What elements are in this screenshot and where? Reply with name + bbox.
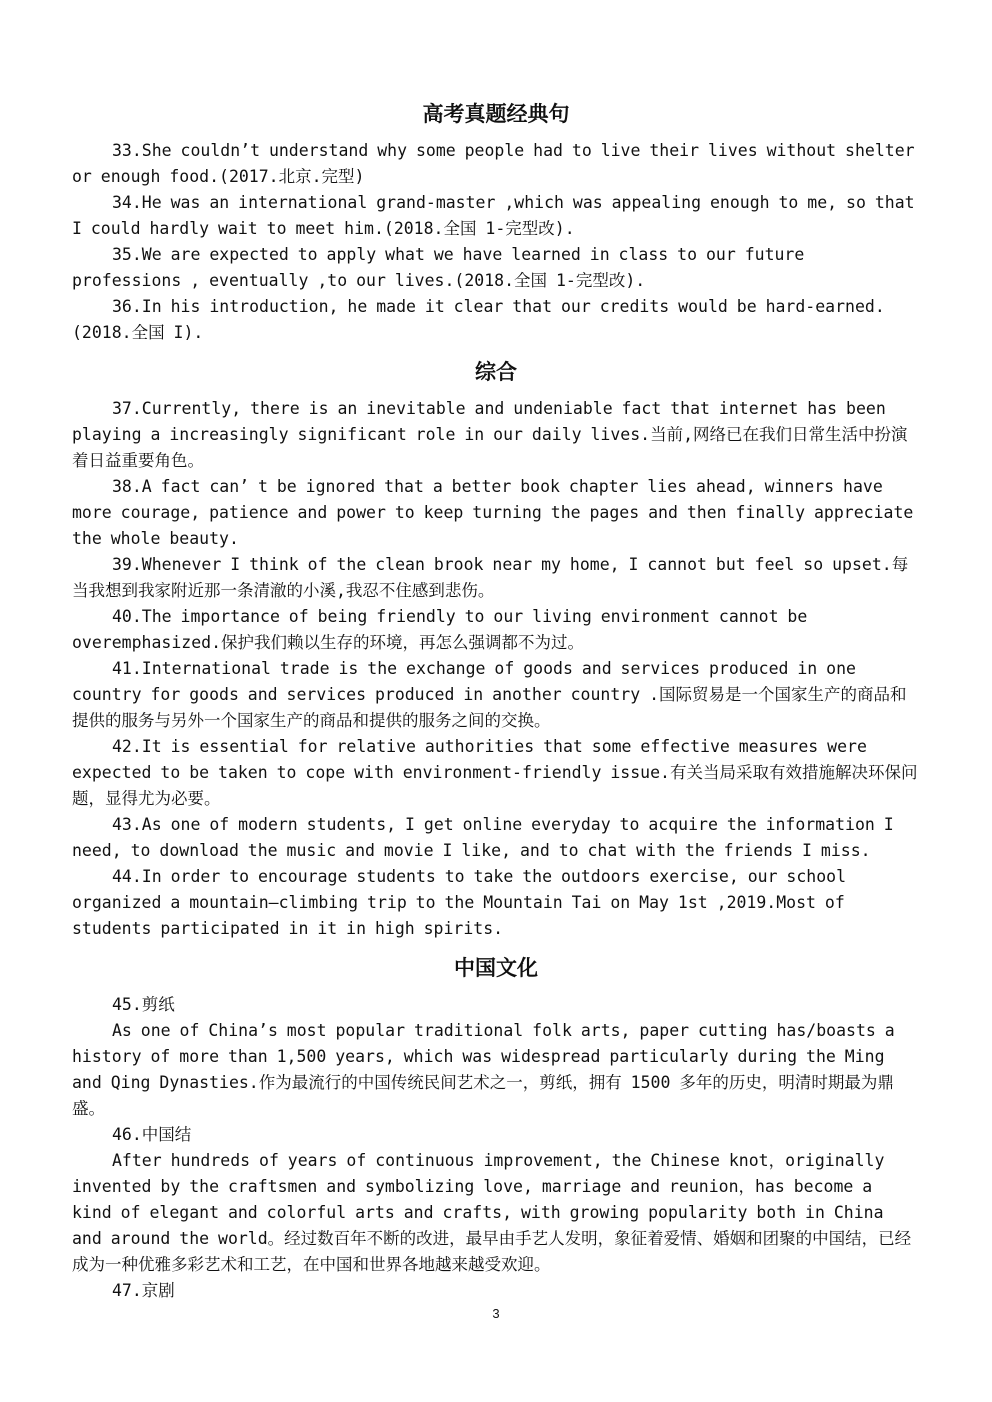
section-heading: 综合	[475, 359, 517, 384]
sentence-paragraph: 41.International trade is the exchange of goods and services produced in one country for goods and services produced in another country .国际贸易是一个国家生产的商品和提供的服务与另外一个国家生产的商品和提供的服务之间的交换。	[72, 659, 907, 730]
item-label: 46.中国结	[112, 1125, 192, 1144]
sentence-paragraph: After hundreds of years of continuous improvement, the Chinese knot，originally invented by the craftsmen and symbolizing love, marriage and reunion，has become a kind of elegant and colorful arts and crafts, with growing popularity both in China and around the world。经过数百年不断的改进，最早由手艺人发明，象征着爱情、婚姻和团聚的中国结，已经成为一种优雅多彩艺术和工艺，在中国和世界各地越来越受欢迎。	[72, 1151, 912, 1274]
sentence-paragraph: 39.Whenever I think of the clean brook near my home, I cannot but feel so upset.每当我想到我家附近那一条清澈的小溪,我忍不住感到悲伤。	[72, 555, 909, 600]
page-content	[72, 88, 920, 1304]
item-label: 45.剪纸	[112, 995, 175, 1014]
sentence-paragraph: 33.She couldn’t understand why some people had to live their lives without shelter or enough food.(2017.北京.完型)	[72, 141, 915, 186]
sentence-paragraph: 38.A fact can’ t be ignored that a better book chapter lies ahead, winners have more courage, patience and power to keep turning the pages and then finally appreciate the whole beauty.	[72, 477, 914, 548]
section-heading: 高考真题经典句	[422, 101, 570, 126]
sentence-paragraph: 44.In order to encourage students to take the outdoors exercise, our school organized a mountain–climbing trip to the Mountain Tai on May 1st ,2019.Most of students participated in it in high spirits.	[72, 867, 847, 938]
sentence-paragraph: 35.We are expected to apply what we have learned in class to our future professions , eventually ,to our lives.(2018.全国 1-完型改).	[72, 245, 805, 290]
section-heading: 中国文化	[454, 955, 538, 980]
sentence-paragraph: 37.Currently, there is an inevitable and undeniable fact that internet has been playing a increasingly significant role in our daily lives.当前,网络已在我们日常生活中扮演着日益重要角色。	[72, 399, 908, 470]
sentence-paragraph: 40.The importance of being friendly to our living environment cannot be overemphasized.保护我们赖以生存的环境，再怎么强调都不为过。	[72, 607, 808, 652]
sentence-paragraph: As one of China’s most popular traditional folk arts, paper cutting has/boasts a history of more than 1,500 years, which was widespread particularly during the Ming and Qing Dynasties.作为最流行的中国传统民间艺术之一，剪纸，拥有 1500 多年的历史，明清时期最为鼎盛。	[72, 1021, 895, 1118]
sentence-paragraph: 43.As one of modern students, I get online everyday to acquire the information I need, to download the music and movie I like, and to chat with the friends I miss.	[72, 815, 894, 860]
page-number: 3	[492, 1306, 500, 1321]
sentence-paragraph: 42.It is essential for relative authorities that some effective measures were expected to be taken to cope with environment-friendly issue.有关当局采取有效措施解决环保问题，显得尤为必要。	[72, 737, 918, 808]
sentence-paragraph: 36.In his introduction, he made it clear that our credits would be hard-earned.(2018.全国 I).	[72, 297, 885, 342]
sentence-paragraph: 34.He was an international grand-master ,which was appealing enough to me, so that I could hardly wait to meet him.(2018.全国 1-完型改).	[72, 193, 915, 238]
item-label: 47.京剧	[112, 1281, 175, 1300]
